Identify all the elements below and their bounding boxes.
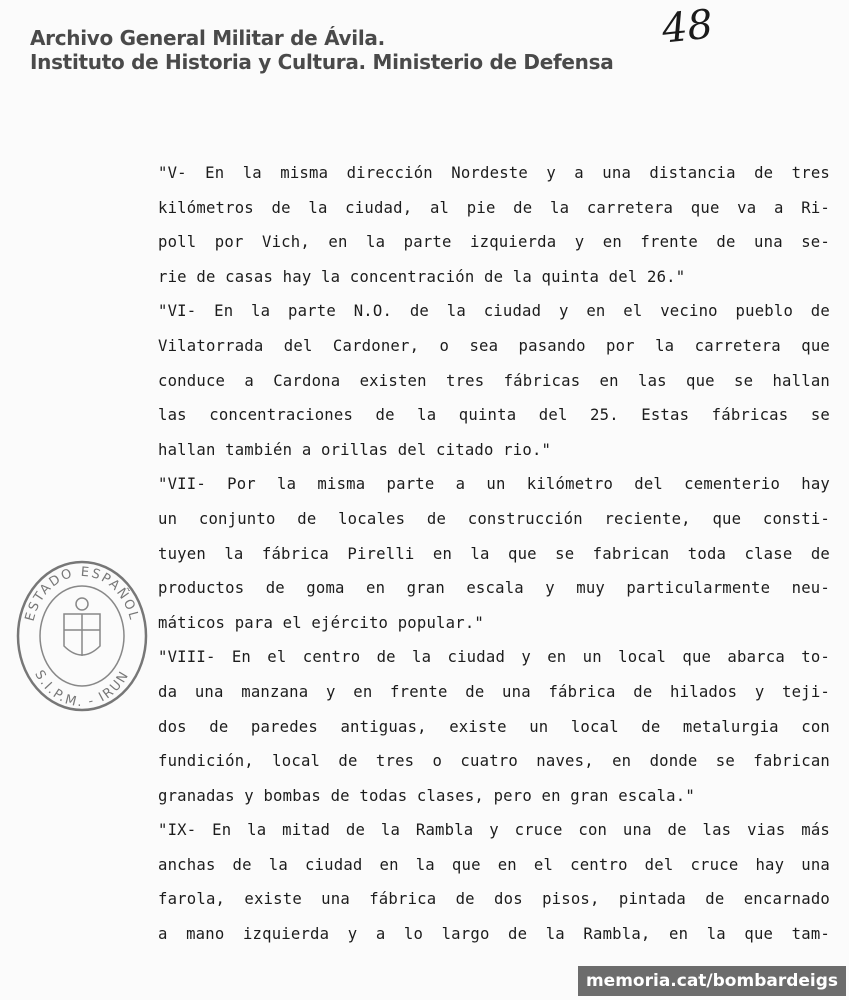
text-line: da una manzana y en frente de una fábrica de hilados y teji- bbox=[158, 682, 830, 701]
archive-header-line-2: Instituto de Historia y Cultura. Ministerio de Defensa bbox=[30, 50, 614, 74]
archive-header-line-1: Archivo General Militar de Ávila. bbox=[30, 26, 385, 50]
folio-number: 48 bbox=[659, 1, 716, 53]
text-line: a mano izquierda y a lo largo de la Rambla, en la que tam- bbox=[158, 925, 830, 944]
svg-text:S.I.P.M. - IRUN bbox=[31, 668, 133, 710]
stamp-top-text: ESTADO ESPAÑOL bbox=[22, 564, 142, 623]
text-line: un conjunto de locales de construcción reciente, que consti- bbox=[158, 509, 830, 528]
text-line: rie de casas hay la concentración de la quinta del 26." bbox=[158, 267, 686, 286]
text-line: poll por Vich, en la parte izquierda y en frente de una se- bbox=[158, 233, 830, 252]
text-line: productos de goma en gran escala y muy particularmente neu- bbox=[158, 579, 830, 598]
text-line: máticos para el ejército popular." bbox=[158, 613, 484, 632]
text-line: Vilatorrada del Cardoner, o sea pasando por la carretera que bbox=[158, 336, 830, 355]
text-line: granadas y bombas de todas clases, pero en gran escala." bbox=[158, 786, 695, 805]
stamp-seal bbox=[12, 556, 152, 716]
text-line: dos de paredes antiguas, existe un local de metalurgia con bbox=[158, 717, 830, 736]
source-watermark: memoria.cat/bombardeigs bbox=[578, 966, 846, 996]
text-line: tuyen la fábrica Pirelli en la que se fabrican toda clase de bbox=[158, 544, 830, 563]
text-line: anchas de la ciudad en la que en el centro del cruce hay una bbox=[158, 855, 830, 874]
stamp-bottom-text: S.I.P.M. - IRUN bbox=[31, 667, 133, 711]
text-line: fundición, local de tres o cuatro naves, en donde se fabrican bbox=[158, 752, 830, 771]
text-line: "VIII- En el centro de la ciudad y en un local que abarca to- bbox=[158, 648, 830, 667]
text-line: "VI- En la parte N.O. de la ciudad y en el vecino pueblo de bbox=[158, 302, 830, 321]
text-line: las concentraciones de la quinta del 25. Estas fábricas se bbox=[158, 406, 830, 425]
document-body bbox=[158, 156, 830, 952]
paragraph-ix bbox=[158, 813, 830, 951]
text-line: farola, existe una fábrica de dos pisos, pintada de encarnado bbox=[158, 890, 830, 909]
text-line: "VII- Por la misma parte a un kilómetro del cementerio hay bbox=[158, 475, 830, 494]
text-line: kilómetros de la ciudad, al pie de la carretera que va a Ri- bbox=[158, 198, 830, 217]
text-line: "IX- En la mitad de la Rambla y cruce con una de las vias más bbox=[158, 821, 830, 840]
paragraph-v bbox=[158, 156, 830, 294]
text-line: hallan también a orillas del citado rio." bbox=[158, 440, 552, 459]
archive-header bbox=[30, 26, 613, 74]
paragraph-vi bbox=[158, 294, 830, 467]
coat-of-arms-icon bbox=[64, 598, 100, 656]
text-line: "V- En la misma dirección Nordeste y a una distancia de tres bbox=[158, 164, 830, 182]
paragraph-vii bbox=[158, 467, 830, 640]
paragraph-viii bbox=[158, 640, 830, 813]
text-line: conduce a Cardona existen tres fábricas en las que se hallan bbox=[158, 371, 830, 390]
